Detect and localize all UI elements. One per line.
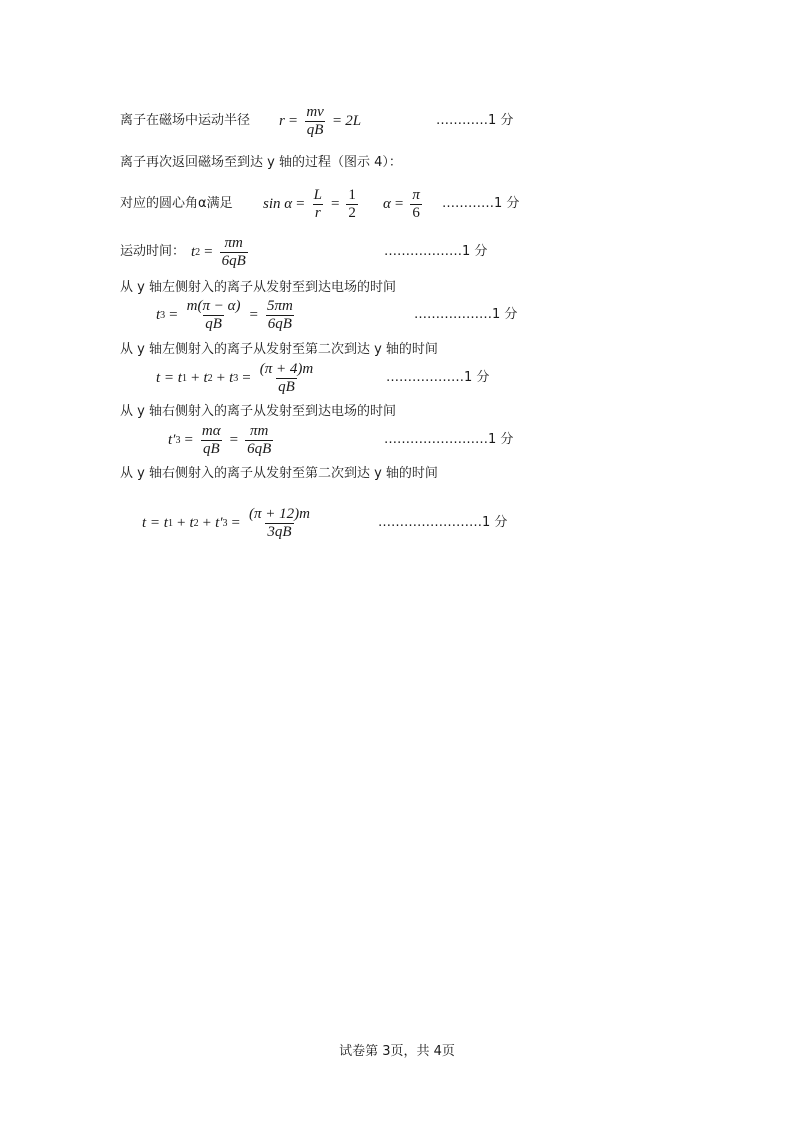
fraction: $\frac{\pi m}{6qB}$ bbox=[221, 234, 246, 269]
alpha-equation: α = $\frac{\pi}{6}$ bbox=[383, 186, 420, 221]
fraction: $\frac{mv}{qB}$ bbox=[306, 103, 324, 138]
t2-equation: t 2 = $\frac{\pi m}{6qB}$ bbox=[191, 234, 246, 269]
fraction: $\frac{\pi}{6}$ bbox=[412, 186, 420, 221]
radius-symbol: r bbox=[279, 112, 285, 129]
page-footer: 试卷第 3页，共 4页 bbox=[339, 1044, 455, 1059]
fraction: $\frac{L}{r}$ bbox=[313, 186, 322, 221]
fraction: $\frac{(\pi + 4)m}{qB}$ bbox=[259, 360, 314, 395]
sin-equation: sin α = $\frac{L}{r}$ = $\frac{1}{2}$ bbox=[263, 186, 356, 221]
right-to-field-label: 从 y 轴右侧射入的离子从发射至到达电场的时间 bbox=[120, 404, 396, 419]
time-label: 运动时间： bbox=[120, 244, 186, 259]
fraction: $\frac{m\alpha}{qB}$ bbox=[201, 422, 221, 457]
radius-label: 离子在磁场中运动半径 bbox=[120, 113, 251, 128]
t3-equation: t 3 = $\frac{m(\pi - \alpha)}{qB}$ = $\frac{5\pi m}{6qB}$ bbox=[156, 297, 293, 332]
fraction: $\frac{(\pi + 12)m}{3qB}$ bbox=[249, 505, 310, 540]
return-process-label: 离子再次返回磁场至到达 y 轴的过程（图示 4）： bbox=[120, 155, 402, 170]
t-left-equation: t = t 1 + t 2 + t 3 = $\frac{(\pi + 4)m}{qB}$ bbox=[156, 360, 314, 395]
angle-label: 对应的圆心角α满足 bbox=[120, 196, 233, 211]
fraction: $\frac{5\pi m}{6qB}$ bbox=[266, 297, 293, 332]
fraction: $\frac{\pi m}{6qB}$ bbox=[247, 422, 272, 457]
score-mark: ………………1 分 bbox=[386, 370, 490, 385]
left-second-y-label: 从 y 轴左侧射入的离子从发射至第二次到达 y 轴的时间 bbox=[120, 342, 438, 357]
fraction: $\frac{m(\pi - \alpha)}{qB}$ bbox=[186, 297, 241, 332]
score-mark: …………1 分 bbox=[436, 113, 514, 128]
fraction: $\frac{1}{2}$ bbox=[348, 186, 356, 221]
score-mark: ……………………1 分 bbox=[378, 515, 508, 530]
t3-prime-equation: t′ 3 = $\frac{m\alpha}{qB}$ = $\frac{\pi m}{6qB}$ bbox=[168, 422, 272, 457]
left-to-field-label: 从 y 轴左侧射入的离子从发射至到达电场的时间 bbox=[120, 280, 396, 295]
t-right-equation: t = t 1 + t 2 + t′ 3 = $\frac{(\pi + 12)m}{3qB}$ bbox=[142, 505, 310, 540]
radius-equation: r = $\frac{mv}{qB}$ = 2L bbox=[279, 103, 362, 138]
score-mark: …………1 分 bbox=[442, 196, 520, 211]
score-mark: ……………………1 分 bbox=[384, 432, 514, 447]
radius-value: 2L bbox=[345, 112, 362, 129]
score-mark: ………………1 分 bbox=[414, 307, 518, 322]
right-second-y-label: 从 y 轴右侧射入的离子从发射至第二次到达 y 轴的时间 bbox=[120, 466, 438, 481]
score-mark: ………………1 分 bbox=[384, 244, 488, 259]
